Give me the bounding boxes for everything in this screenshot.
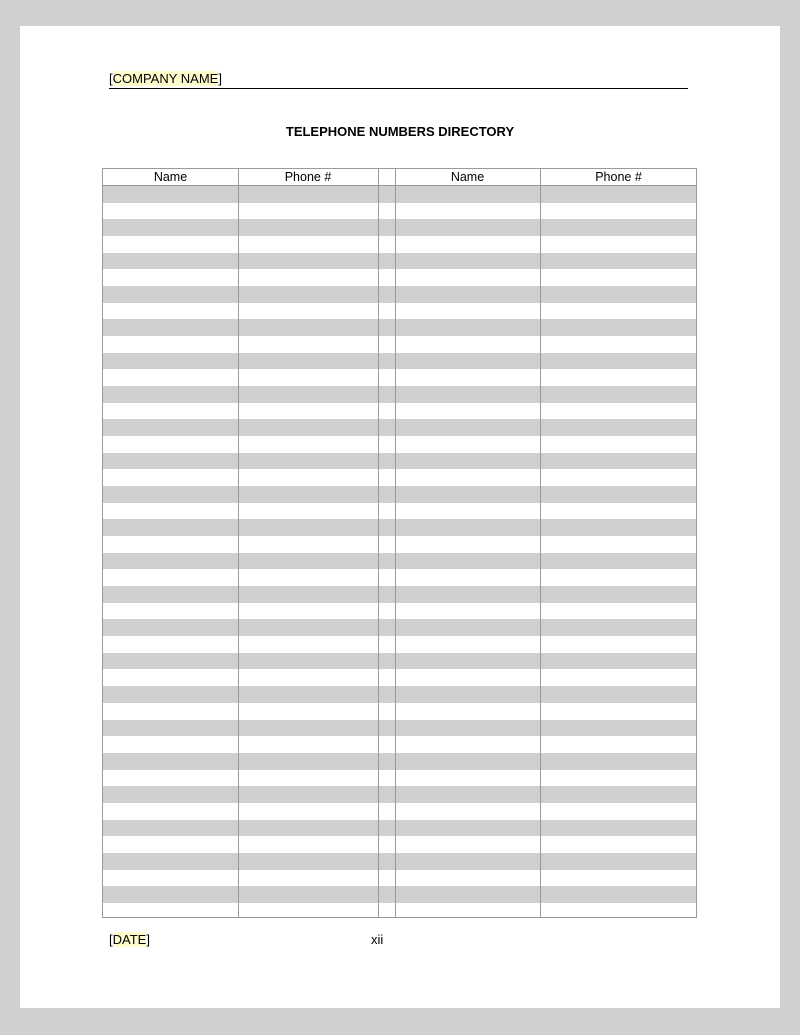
table-row: [103, 419, 696, 436]
col-header-phone-left: Phone #: [284, 170, 332, 184]
table-row: [103, 353, 696, 370]
column-divider: [238, 169, 239, 917]
page-number: xii: [371, 932, 384, 947]
table-row: [103, 770, 696, 787]
table-row: [103, 736, 696, 753]
col-header-name-right: Name: [450, 170, 485, 184]
table-row: [103, 536, 696, 553]
column-divider: [378, 169, 379, 917]
table-row: [103, 903, 696, 920]
table-row: [103, 286, 696, 303]
footer-date: [109, 932, 150, 948]
table-row: [103, 653, 696, 670]
table-row: [103, 603, 696, 620]
table-row: [103, 519, 696, 536]
table-row: [103, 336, 696, 353]
table-row: [103, 786, 696, 803]
col-header-phone-right: Phone #: [595, 170, 642, 184]
table-row: [103, 753, 696, 770]
table-row: [103, 203, 696, 220]
table-row: [103, 469, 696, 486]
column-divider: [395, 169, 396, 917]
table-row: [103, 503, 696, 520]
column-divider: [540, 169, 541, 917]
date-bracket-open: [: [109, 932, 113, 947]
company-name-placeholder[interactable]: COMPANY NAME: [112, 71, 219, 86]
table-row: [103, 403, 696, 420]
table-row: [103, 219, 696, 236]
table-row: [103, 820, 696, 837]
table-row: [103, 253, 696, 270]
directory-table: [102, 168, 697, 918]
date-placeholder[interactable]: DATE: [112, 932, 147, 947]
table-row: [103, 853, 696, 870]
table-row: [103, 553, 696, 570]
table-row: [103, 803, 696, 820]
table-row: [103, 369, 696, 386]
date-bracket-close: ]: [146, 932, 150, 947]
table-row: [103, 436, 696, 453]
company-bracket-close: ]: [218, 71, 222, 86]
page-title: TELEPHONE NUMBERS DIRECTORY: [285, 124, 515, 139]
table-rows: [103, 186, 696, 920]
table-row: [103, 319, 696, 336]
table-row: [103, 836, 696, 853]
table-row: [103, 269, 696, 286]
table-row: [103, 870, 696, 887]
company-name-header: [109, 70, 688, 89]
table-row: [103, 720, 696, 737]
table-row: [103, 586, 696, 603]
table-row: [103, 569, 696, 586]
table-row: [103, 303, 696, 320]
table-row: [103, 486, 696, 503]
table-row: [103, 236, 696, 253]
table-row: [103, 186, 696, 203]
table-row: [103, 703, 696, 720]
table-row: [103, 619, 696, 636]
table-row: [103, 386, 696, 403]
table-row: [103, 636, 696, 653]
company-bracket-open: [: [109, 71, 113, 86]
document-page: [20, 26, 780, 1008]
table-row: [103, 886, 696, 903]
table-row: [103, 686, 696, 703]
table-row: [103, 669, 696, 686]
col-header-name-left: Name: [153, 170, 188, 184]
table-row: [103, 453, 696, 470]
